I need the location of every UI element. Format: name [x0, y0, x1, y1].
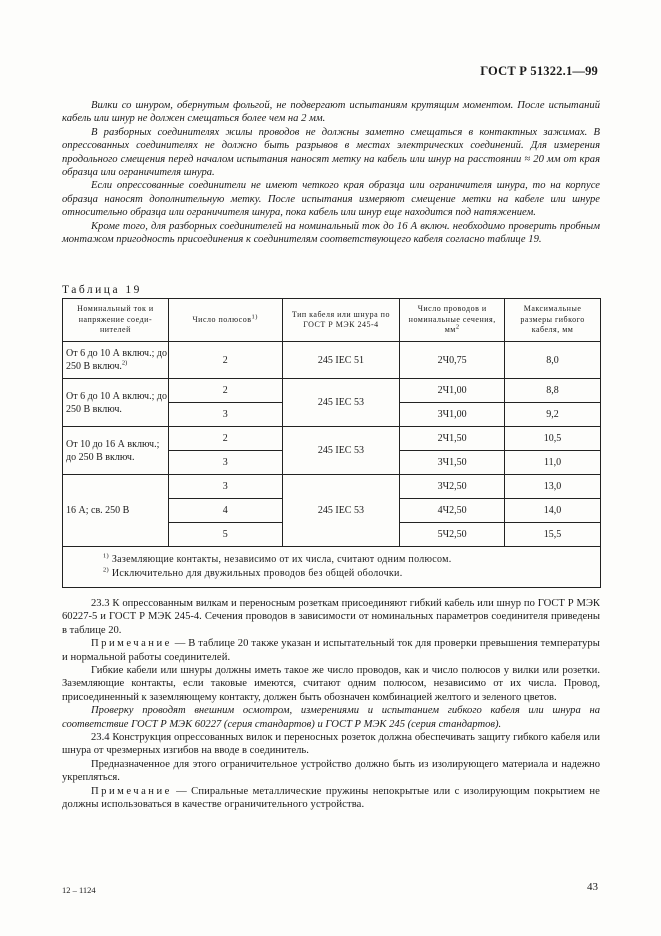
intro-text	[62, 99, 600, 246]
wires-cell: 3Ч1,50	[400, 451, 505, 475]
header-cable: Тип кабеля или шнура по ГОСТ Р МЭК 245-4	[282, 299, 400, 342]
cable-cell: 245 IEC 51	[282, 342, 400, 379]
dim-cell: 13,0	[505, 475, 601, 499]
wires-cell: 2Ч1,50	[400, 427, 505, 451]
poles-cell: 2	[168, 379, 282, 403]
note: Примечание — Спиральные металлические пружины непокрытые или с изолирующим покрытием не должны использоваться в качестве ограничительного устройства.	[62, 785, 600, 811]
wires-cell: 3Ч1,00	[400, 403, 505, 427]
header-dims: Максимальные размеры гибкого кабеля, мм	[505, 299, 601, 342]
header-poles: Число полюсов$^{1)}$	[168, 299, 282, 342]
footnote: $^{2)}$ Исключительно для двужильных проводов без общей оболочки.	[103, 566, 403, 579]
table-footnotes-row	[63, 547, 601, 588]
dim-cell: 15,5	[505, 523, 601, 547]
note: Примечание — В таблице 20 также указан и испытательный ток для проверки превышения температуры и нормальной работы соединителей.	[62, 638, 600, 663]
paragraph: 23.3 К опрессованным вилкам и переносным розеткам присоединяют гибкий кабель или шнур по ГОСТ Р МЭК 60227-5 и ГОСТ Р МЭК 245-4. Сечения проводов в зависимости от номинальных параметров соединителя приведены в таблице 20.	[62, 598, 600, 636]
table-header-row	[63, 299, 601, 342]
note-label: Примечание	[91, 638, 172, 650]
paragraph: Предназначенное для этого ограничительное устройство должно быть из изолирующего материала и надежно укрепляться.	[62, 758, 600, 784]
rating-cell: От 6 до 10 А включ.; до 250 В включ.$^{2)}$	[63, 342, 169, 379]
cable-table	[62, 298, 601, 588]
paragraph: 23.4 Конструкция опрессованных вилок и переносных розеток должна обеспечивать защиту гибкого кабеля или шнура от чрезмерных изгибов на вводе в соединитель.	[62, 732, 600, 757]
dim-cell: 10,5	[505, 427, 601, 451]
rating-cell: От 10 до 16 А включ.; до 250 В включ.	[63, 427, 169, 475]
poles-cell: 2	[168, 342, 282, 379]
cable-cell: 245 IEC 53	[282, 475, 400, 547]
footnotes	[63, 547, 601, 588]
print-code: 12 – 1124	[62, 885, 96, 895]
cable-cell: 245 IEC 53	[282, 427, 400, 475]
cable-cell: 245 IEC 53	[282, 379, 400, 427]
dim-cell: 11,0	[505, 451, 601, 475]
paragraph: В разборных соединителях жилы проводов не должны заметно смещаться в контактных зажимах. В опрессованных соединителях не должно быть разрывов в местах электрических соединений. Для измерения продольного смещения перед началом испытания наносят метку на кабель или шнур на расстоянии ≈ 20 мм от края образца или ограничителя шнура.	[62, 126, 600, 179]
note-label: Примечание	[91, 785, 172, 797]
paragraph: Гибкие кабели или шнуры должны иметь такое же число проводов, как и число полюсов у вилки или розетки. Заземляющие контакты, если таковые имеются, считают одним полюсом, независимо от их числа. Провод, присоединенный к заземляющему контакту, должен быть обозначен комбинацией желтого и зеленого цветов.	[62, 665, 600, 703]
poles-cell: 4	[168, 499, 282, 523]
wires-cell: 2Ч0,75	[400, 342, 505, 379]
paragraph: Кроме того, для разборных соединителей на номинальный ток до 16 А включ. необходимо проверить пробным монтажом пригодность присоединения к соединителям соответствующего кабеля согласно таблице 19.	[62, 220, 600, 246]
page-number: 43	[587, 881, 598, 893]
clause-text	[62, 597, 600, 812]
paragraph: Если опрессованные соединители не имеют четкого края образца или ограничителя шнура, то на корпусе образца наносят дополнительную метку. После испытания измеряют смещение метки на кабеле или шнуре относительно образца или ограничителя шнура, пока кабель или шнур еще находится под натяжением.	[62, 180, 600, 219]
wires-cell: 3Ч2,50	[400, 475, 505, 499]
dim-cell: 14,0	[505, 499, 601, 523]
header-rating: Номинальный ток и напряжение соеди-нителей	[63, 299, 169, 342]
table-row	[63, 379, 601, 403]
footnote: $^{1)}$ Заземляющие контакты, независимо от их числа, считают одним полюсом.	[103, 552, 452, 565]
wires-cell: 2Ч1,00	[400, 379, 505, 403]
poles-cell: 3	[168, 403, 282, 427]
paragraph: Вилки со шнуром, обернутым фольгой, не подвергают испытаниям крутящим моментом. После испытаний кабель или шнур не должен смещаться более чем на 2 мм.	[62, 100, 600, 125]
poles-cell: 5	[168, 523, 282, 547]
table-caption: Таблица 19	[62, 284, 142, 296]
wires-cell: 4Ч2,50	[400, 499, 505, 523]
table-row	[63, 475, 601, 499]
table-row	[63, 342, 601, 379]
poles-cell: 2	[168, 427, 282, 451]
rating-cell: 16 А; св. 250 В	[63, 475, 169, 547]
dim-cell: 8,0	[505, 342, 601, 379]
dim-cell: 9,2	[505, 403, 601, 427]
rating-cell: От 6 до 10 А включ.; до 250 В включ.	[63, 379, 169, 427]
dim-cell: 8,8	[505, 379, 601, 403]
poles-cell: 3	[168, 451, 282, 475]
document-code: ГОСТ Р 51322.1—99	[480, 64, 598, 78]
wires-cell: 5Ч2,50	[400, 523, 505, 547]
table-row	[63, 427, 601, 451]
paragraph: Проверку проводят внешним осмотром, измерениями и испытанием гибкого кабеля или шнура на соответствие ГОСТ Р МЭК 60227 (серия стандартов) и ГОСТ Р МЭК 245 (серия стандартов).	[62, 705, 600, 730]
poles-cell: 3	[168, 475, 282, 499]
header-wires: Число проводов и номинальные сечения, $мм^2$	[400, 299, 505, 342]
